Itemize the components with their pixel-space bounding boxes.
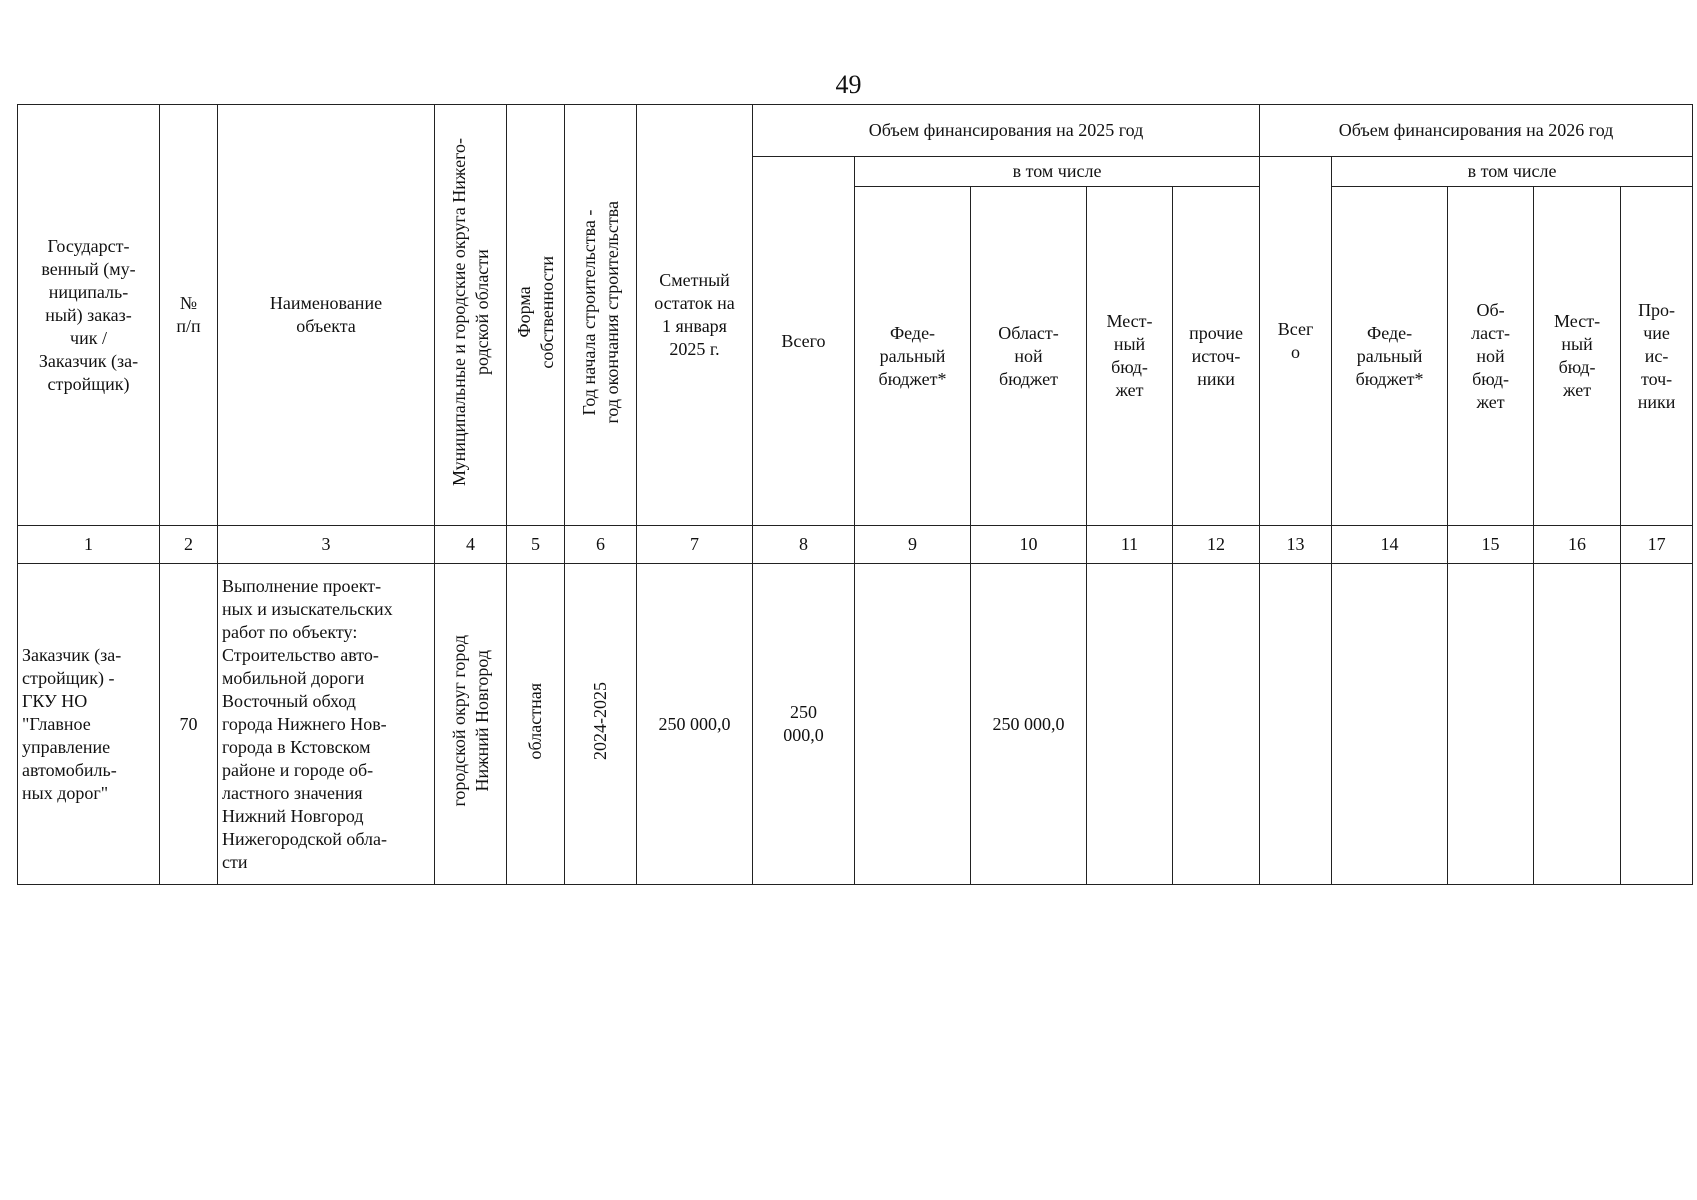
column-number: 16	[1534, 526, 1621, 564]
financing-table	[17, 104, 1693, 885]
column-number: 17	[1621, 526, 1693, 564]
header-federal-2025: Феде- ральный бюджет*	[855, 187, 971, 526]
header-group-2026: Объем финансирования на 2026 год	[1260, 105, 1693, 157]
estimate-cell: 250 000,0	[637, 564, 753, 885]
ownership-cell: областная	[507, 564, 565, 885]
row-number-cell: 70	[160, 564, 218, 885]
header-total-2025: Всего	[753, 157, 855, 526]
column-number-row	[18, 526, 1693, 564]
regional-2026-cell	[1448, 564, 1534, 885]
table-row	[18, 564, 1693, 885]
header-regional-2026: Об- ласт- ной бюд- жет	[1448, 187, 1534, 526]
object-name-cell: Выполнение проект- ных и изыскательских работ по объекту: Строительство авто- мобильной дороги Восточный обход города Нижнего Нов- города в Кстовском районе и городе об- ластного значения Нижний Новгород Нижегородской обла- сти	[218, 564, 435, 885]
header-municipality: Муниципальные и городские округа Нижего- родской области	[435, 105, 507, 526]
federal-2026-cell	[1332, 564, 1448, 885]
federal-2025-cell	[855, 564, 971, 885]
years-cell: 2024-2025	[565, 564, 637, 885]
column-number: 14	[1332, 526, 1448, 564]
header-other-2025: прочие источ- ники	[1173, 187, 1260, 526]
header-number: № п/п	[160, 105, 218, 526]
other-2025-cell	[1173, 564, 1260, 885]
header-local-2026: Мест- ный бюд- жет	[1534, 187, 1621, 526]
header-local-2025: Мест- ный бюд- жет	[1087, 187, 1173, 526]
total-2025-cell: 250 000,0	[753, 564, 855, 885]
column-number: 11	[1087, 526, 1173, 564]
local-2025-cell	[1087, 564, 1173, 885]
column-number: 15	[1448, 526, 1534, 564]
header-total-2026: Всег о	[1260, 157, 1332, 526]
column-number: 13	[1260, 526, 1332, 564]
column-number: 3	[218, 526, 435, 564]
header-including-2025: в том числе	[855, 157, 1260, 187]
header-customer: Государст- венный (му- ниципаль- ный) заказ- чик / Заказчик (за- стройщик)	[18, 105, 160, 526]
header-estimate-balance: Сметный остаток на 1 января 2025 г.	[637, 105, 753, 526]
header-federal-2026: Феде- ральный бюджет*	[1332, 187, 1448, 526]
local-2026-cell	[1534, 564, 1621, 885]
column-number: 4	[435, 526, 507, 564]
column-number: 9	[855, 526, 971, 564]
regional-2025-cell: 250 000,0	[971, 564, 1087, 885]
header-regional-2025: Област- ной бюджет	[971, 187, 1087, 526]
municipality-cell: городской округ город Нижний Новгород	[435, 564, 507, 885]
header-group-2025: Объем финансирования на 2025 год	[753, 105, 1260, 157]
column-number: 7	[637, 526, 753, 564]
page-number: 49	[835, 70, 862, 99]
header-including-2026: в том числе	[1332, 157, 1693, 187]
header-construction-years: Год начала строительства - год окончания строительства	[565, 105, 637, 526]
header-object-name: Наименование объекта	[218, 105, 435, 526]
column-number: 10	[971, 526, 1087, 564]
header-other-2026: Про- чие ис- точ- ники	[1621, 187, 1693, 526]
other-2026-cell	[1621, 564, 1693, 885]
column-number: 5	[507, 526, 565, 564]
column-number: 8	[753, 526, 855, 564]
column-number: 1	[18, 526, 160, 564]
header-ownership: Форма собственности	[507, 105, 565, 526]
total-2026-cell	[1260, 564, 1332, 885]
customer-cell: Заказчик (за- стройщик) - ГКУ НО "Главное управление автомобиль- ных дорог"	[18, 564, 160, 885]
column-number: 12	[1173, 526, 1260, 564]
column-number: 6	[565, 526, 637, 564]
column-number: 2	[160, 526, 218, 564]
